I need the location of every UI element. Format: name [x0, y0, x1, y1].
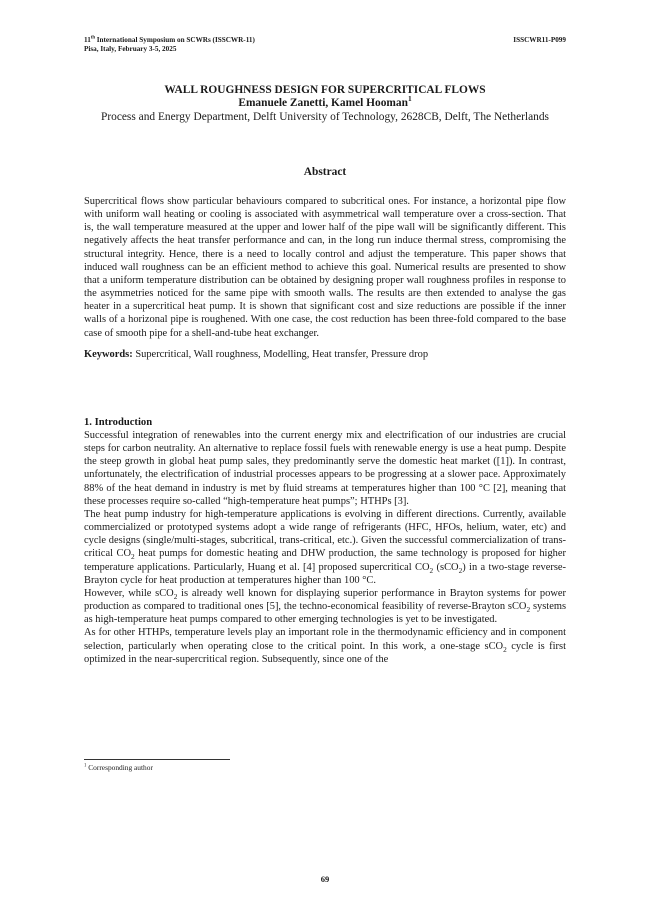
page-number: 69	[320, 874, 330, 884]
intro-paragraph-2: The heat pump industry for high-temperature applications is evolving in different directions. Currently, available commercialized or prototyped systems adopt a wide range of refrigerants (HFC, HFOs, helium, water, etc) and cycle designs (single/multi-stages, subcritical, trans-critical, etc.). Given the successful commercialization of trans-critical $CO_2$ heat pumps for domestic heating and DHW production, the same technology is proposed for higher temperature applications. Particularly, Huang et al. [4] proposed supercritical $CO_2$ (sCO$_2$) in a two-stage reverse-Brayton cycle for heat production at temperatures higher than 100 °C.	[84, 508, 566, 586]
paper-id: ISSCWR11-P099	[513, 36, 566, 44]
abstract-heading: Abstract	[303, 166, 347, 178]
affiliation: Process and Energy Department, Delft University of Technology, 2628CB, Delft, The Netherlands	[101, 111, 549, 123]
intro-paragraph-3: However, while sCO$_2$ is already well known for displaying superior performance in Brayton systems for power production as compared to traditional ones [5], the techno-economical feasibility of reverse-Brayton sCO$_2$ systems as high-temperature heat pumps compared to other emerging technologies is yet to be investigated.	[84, 587, 567, 626]
title-block	[60, 84, 590, 124]
abstract-text: Supercritical flows show particular behaviours compared to subcritical ones. For instance, a horizontal pipe flow with uniform wall heating or cooling is associated with asymmetrical wall temperature over a cross-section. That is, the wall temperature measured at the upper and lower half of the pipe wall will be significantly different. This negatively affects the heat transfer performance and can, in the long run induce thermal stress, compromising the structural integrity. Hence, there is a need to locally control and adjust the temperature. This paper shows that induced wall roughness can be an efficient method to achieve this goal. Numerical results are presented to show that a uniform temperature distribution can be obtained by designing proper wall roughness profiles in response to the asymmetries noticed for the same pipe with smooth walls. The results are then extended to analyse the gas heater in a supercritical heat pump. It is shown that significant cost and size reductions are possible if the inner walls of a horizonal pipe is roughened. With one case, the cost reduction has been three-fold compared to the base case of smooth pipe for a shell-and-tube heat exchanger.	[84, 196, 566, 339]
conference-location: Pisa, Italy, February 3-5, 2025	[84, 45, 177, 53]
conference-name: 11th International Symposium on SCWRs (ISSCWR-11)	[84, 35, 255, 44]
footnote: $^1$ Corresponding author	[84, 763, 153, 772]
paper-title: WALL ROUGHNESS DESIGN FOR SUPERCRITICAL FLOWS	[164, 84, 486, 96]
conference-header	[84, 36, 255, 54]
intro-paragraph-1: Successful integration of renewables into the current energy mix and electrification of our industries are crucial steps for carbon neutrality. An alternative to replace fossil fuels with renewable energy is use a heat pump. Despite the steep growth in global heat pump sales, they predominantly serve the domestic heat market ([1]). In contrast, unfortunately, the electrification of industrial processes appears to be progressing at a slower pace. Approximately 88% of the heat demand in industry is met by fluid streams at temperatures higher than 100 °C [2], meaning that these processes require so-called “high-temperature heat pumps”; HTHPs [3].	[84, 430, 566, 507]
keywords: Keywords: Supercritical, Wall roughness, Modelling, Heat transfer, Pressure drop	[84, 349, 429, 360]
footnote-divider	[84, 759, 230, 760]
authors: Emanuele Zanetti, Kamel Hooman$^1$	[238, 94, 412, 109]
introduction-section	[84, 416, 566, 666]
intro-paragraph-4: As for other HTHPs, temperature levels play an important role in the thermodynamic efficiency and in component selection, particularly when operating close to the critical point. In this work, a one-stage sCO$_2$ cycle is first optimized in the near-supercritical region. Subsequently, since one of the	[84, 627, 566, 665]
section-heading: 1. Introduction	[84, 417, 153, 428]
